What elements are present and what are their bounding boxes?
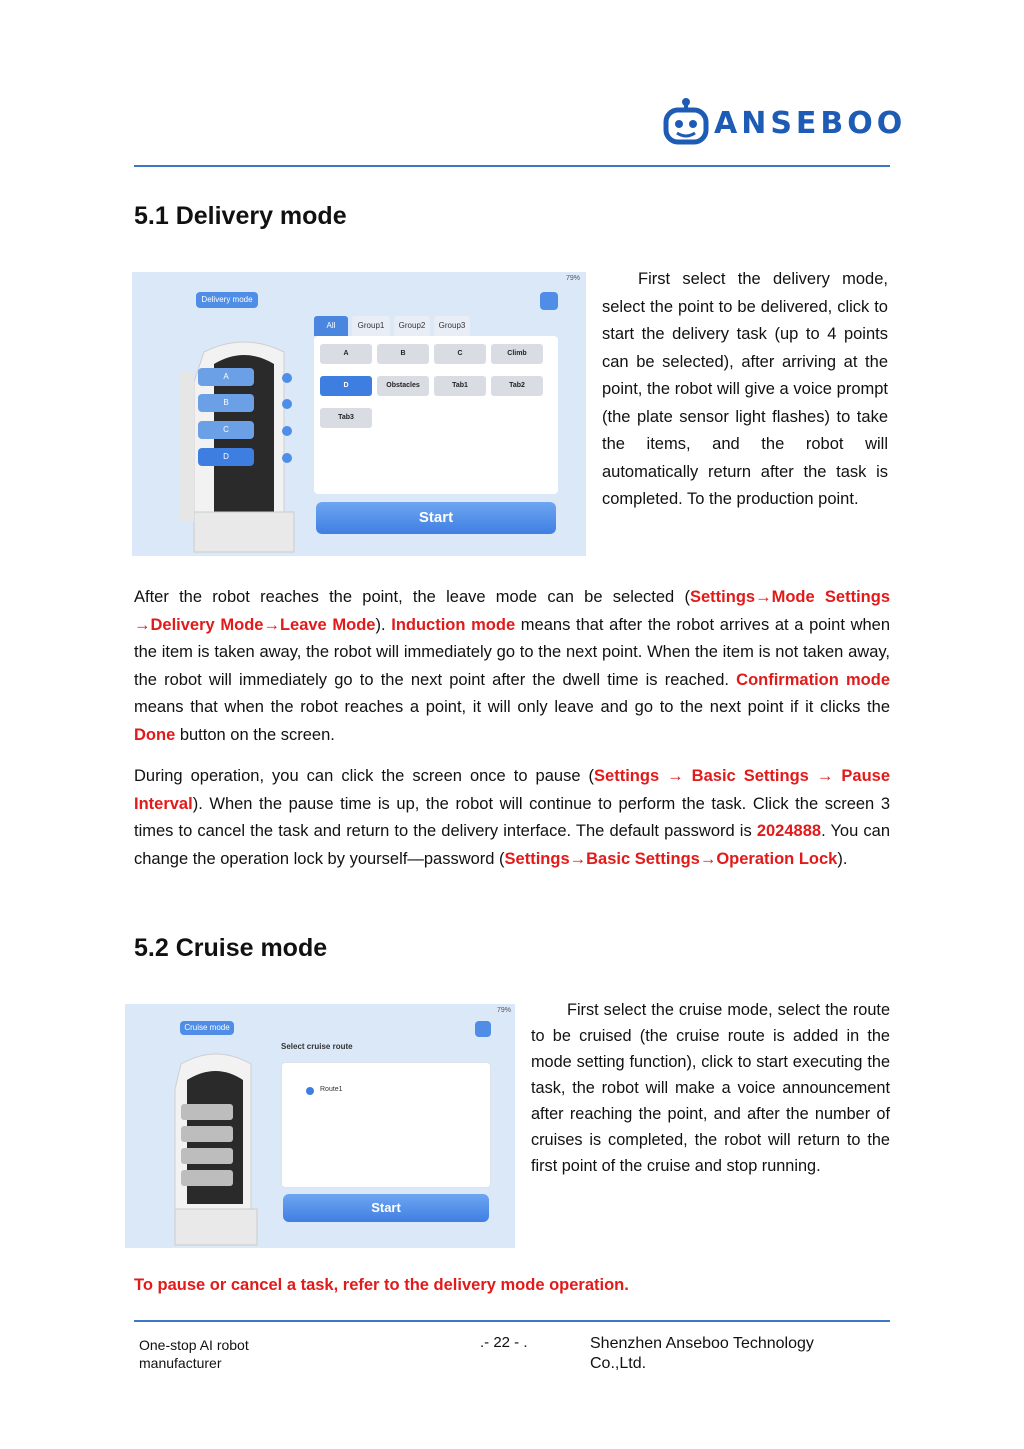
- cruise-screenshot: [125, 1004, 515, 1248]
- remove-icon[interactable]: [282, 426, 292, 436]
- mode-button[interactable]: Delivery mode: [196, 292, 258, 308]
- text: ). When the pause time is up, the robot will continue to perform the task. Click the screen 3 times to cancel the task and return to the delivery interface. The default password is: [134, 794, 890, 840]
- confirmation-mode-term: Confirmation mode: [736, 670, 891, 689]
- settings-path: Settings → Basic Settings → Pause Interval: [134, 767, 890, 813]
- tab-group3[interactable]: Group3: [434, 316, 470, 336]
- settings-icon[interactable]: [475, 1021, 491, 1037]
- selected-point-b[interactable]: B: [198, 394, 254, 412]
- point-button[interactable]: Obstacles: [377, 376, 429, 396]
- text: button on the screen.: [175, 725, 335, 744]
- footer-left: One-stop AI robot manufacturer: [139, 1337, 249, 1371]
- cruise-note: To pause or cancel a task, refer to the delivery mode operation.: [134, 1276, 629, 1294]
- done-term: Done: [134, 725, 176, 744]
- point-button[interactable]: B: [377, 344, 429, 364]
- robot-head-icon: [662, 96, 710, 148]
- delivery-side-text: First select the delivery mode, select the point to be delivered, click to start the delivery task (up to 4 points can be selected), after arriving at the point, the robot will give a voice prompt (the plate sensor light flashes) to take the items, and the robot will automatically return after the task is completed. To the production point.: [602, 270, 888, 508]
- remove-icon[interactable]: [282, 399, 292, 409]
- point-button[interactable]: Climb: [491, 344, 543, 364]
- text: After the robot reaches the point, the leave mode can be selected (: [134, 588, 690, 606]
- selected-point-c[interactable]: C: [198, 421, 254, 439]
- text: . You can change the operation lock by yourself—password (: [134, 822, 890, 868]
- remove-icon[interactable]: [282, 373, 292, 383]
- footer-rule: [134, 1320, 890, 1322]
- selected-point-d[interactable]: D: [198, 448, 254, 466]
- text: ).: [375, 615, 392, 634]
- tab-all[interactable]: All: [314, 316, 348, 336]
- settings-icon[interactable]: [540, 292, 558, 310]
- text: ).: [837, 849, 848, 868]
- text: During operation, you can click the screen once to pause (: [134, 767, 595, 785]
- route-option[interactable]: Route1: [320, 1086, 343, 1093]
- point-button[interactable]: D: [320, 376, 372, 396]
- tab-group2[interactable]: Group2: [394, 316, 430, 336]
- start-button[interactable]: Start: [316, 502, 556, 534]
- page-number: .- 22 - .: [480, 1334, 528, 1351]
- point-button[interactable]: C: [434, 344, 486, 364]
- point-button[interactable]: Tab2: [491, 376, 543, 396]
- point-button[interactable]: Tab3: [320, 408, 372, 428]
- section-title-delivery: 5.1 Delivery mode: [134, 202, 347, 230]
- point-button[interactable]: Tab1: [434, 376, 486, 396]
- point-panel: [314, 336, 558, 494]
- default-password: 2024888: [756, 822, 822, 840]
- start-button[interactable]: Start: [283, 1194, 489, 1222]
- section-title-cruise: 5.2 Cruise mode: [134, 934, 328, 962]
- brand-logo: [662, 96, 907, 148]
- induction-mode-term: Induction mode: [391, 615, 516, 634]
- route-panel: [281, 1062, 491, 1188]
- text: means that after the robot arrives at a point when the item is taken away, the robot will immediately go to the next point. When the item is not taken away, the robot will immediately go to the next point after the dwell time is reached.: [134, 615, 891, 689]
- cruise-side-text: First select the cruise mode, select the route to be cruised (the cruise route is added in the mode setting function), click to start executing the task, the robot will make a voice announcement after reaching the point, and after the number of cruises is completed, the robot will return to the first point of the cruise and stop running.: [531, 1001, 890, 1175]
- delivery-screenshot: [132, 272, 586, 556]
- footer-right: Shenzhen Anseboo Technology Co.,Ltd.: [590, 1335, 814, 1372]
- settings-path: Settings→Basic Settings→Operation Lock: [504, 849, 838, 868]
- tab-group1[interactable]: Group1: [352, 316, 390, 336]
- remove-icon[interactable]: [282, 453, 292, 463]
- text: means that when the robot reaches a point, it will only leave and go to the next point if it clicks the: [134, 698, 890, 716]
- selected-point-a[interactable]: A: [198, 368, 254, 386]
- leave-mode-paragraph: [134, 584, 890, 749]
- battery-indicator: 79%: [496, 1007, 511, 1014]
- settings-path: Settings→Mode Settings →Delivery Mode→Leave Mode: [134, 588, 891, 634]
- brand-name: ANSEBOO: [714, 106, 907, 141]
- pause-paragraph: [134, 763, 890, 873]
- battery-indicator: 79%: [565, 275, 580, 282]
- cruise-heading: Select cruise route: [281, 1042, 353, 1051]
- radio-icon[interactable]: [306, 1087, 314, 1095]
- mode-button[interactable]: Cruise mode: [180, 1021, 234, 1035]
- robot-illustration: [161, 1034, 271, 1248]
- header-rule: [134, 165, 890, 167]
- point-button[interactable]: A: [320, 344, 372, 364]
